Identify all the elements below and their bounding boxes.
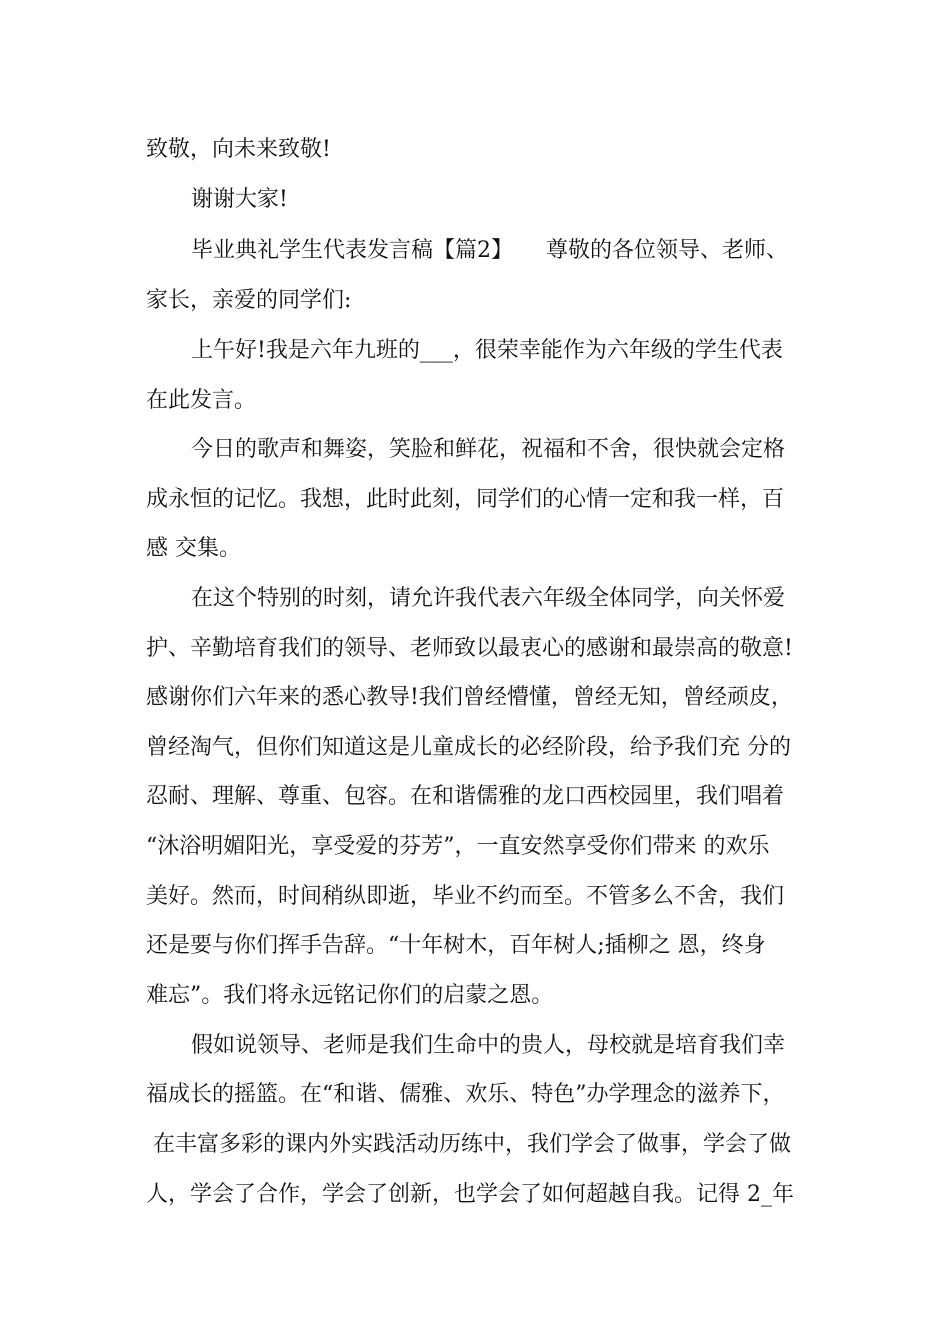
text-line: 感谢你们六年来的悉心教导!我们曾经懵懂，曾经无知，曾经顽皮， [146, 685, 793, 710]
text-line: 难忘”。我们将永远铭记你们的启蒙之恩。 [146, 983, 554, 1008]
text-line: 今日的歌声和舞姿，笑脸和鲜花，祝福和不舍，很快就会定格 [191, 437, 786, 462]
text-line: 假如说领导、老师是我们生命中的贵人，母校就是培育我们幸 [191, 1033, 786, 1058]
text-line: 在这个特别的时刻，请允许我代表六年级全体同学，向关怀爱 [191, 586, 786, 611]
text-line: 家长，亲爱的同学们: [146, 288, 352, 313]
text-line: 曾经淘气，但你们知道这是儿童成长的必经阶段，给予我们充 分的 [146, 735, 791, 760]
text-line: 忍耐、理解、尊重、包容。在和谐儒雅的龙口西校园里，我们唱着 [146, 784, 785, 809]
text-line: 人，学会了合作，学会了创新，也学会了如何超越自我。记得 2_年 [146, 1182, 794, 1207]
text-line: 成永恒的记忆。我想，此时此刻，同学们的心情一定和我一样，百 [146, 487, 785, 512]
text-line: 护、辛勤培育我们的领导、老师致以最衷心的感谢和最崇高的敬意! [146, 636, 793, 661]
text-line: 福成长的摇篮。在“和谐、儒雅、欢乐、特色”办学理念的滋养下， [146, 1082, 785, 1107]
text-line: 在丰富多彩的课内外实践活动历练中，我们学会了做事，学会了做 [146, 1132, 791, 1157]
text-line: 感 交集。 [146, 536, 241, 561]
text-line: 还是要与你们挥手告辞。“十年树木，百年树人;插柳之 恩，终身 [146, 933, 766, 958]
text-line: 致敬，向未来致敬! [146, 137, 331, 162]
text-line: 美好。然而，时间稍纵即逝，毕业不约而至。不管多么不舍，我们 [146, 884, 785, 909]
text-line: 在此发言。 [146, 388, 257, 413]
text-line: “沐浴明媚阳光，享受爱的芬芳”，一直安然享受你们带来 的欢乐 [146, 834, 770, 859]
text-line: 上午好!我是六年九班的___，很荣幸能作为六年级的学生代表 [191, 338, 783, 363]
text-line: 毕业典礼学生代表发言稿【篇2】 尊敬的各位领导、老师、 [191, 238, 788, 263]
text-line: 谢谢大家! [191, 187, 288, 212]
